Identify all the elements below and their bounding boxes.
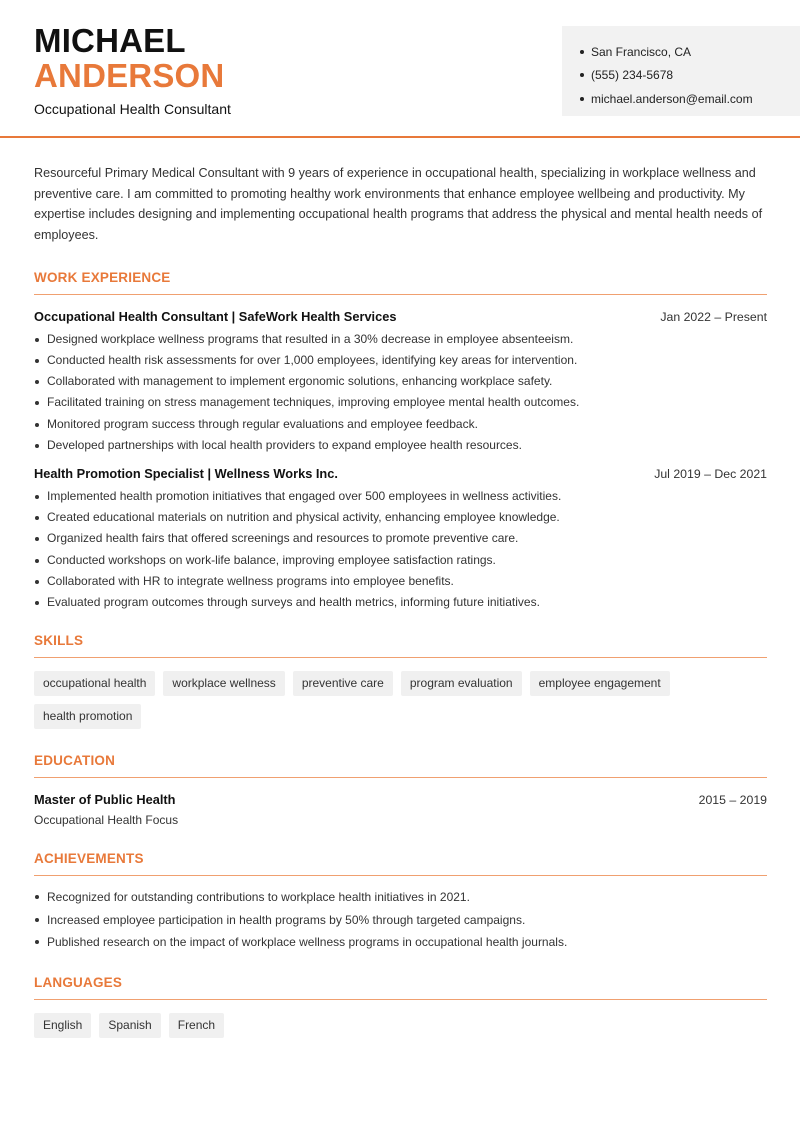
languages-section (34, 975, 767, 1038)
language-chip: English (34, 1013, 91, 1038)
skill-chip: employee engagement (530, 671, 670, 696)
list-item: Implemented health promotion initiatives that engaged over 500 employees in wellness activities. (34, 486, 767, 507)
list-item: Conducted health risk assessments for over 1,000 employees, identifying key areas for intervention. (34, 350, 767, 371)
contact-box (562, 26, 800, 116)
education-section (34, 753, 767, 827)
list-item: Recognized for outstanding contributions to workplace health initiatives in 2021. (34, 886, 767, 909)
section-title-achievements: ACHIEVEMENTS (34, 851, 767, 876)
section-title-languages: LANGUAGES (34, 975, 767, 1000)
language-chips (34, 1013, 767, 1038)
job-header (34, 466, 767, 481)
last-name: ANDERSON (34, 57, 225, 94)
email-link[interactable]: michael.anderson@email.com (591, 91, 753, 106)
list-item: Published research on the impact of workplace wellness programs in occupational health journals. (34, 931, 767, 954)
skill-chip: health promotion (34, 704, 141, 729)
degree-focus: Occupational Health Focus (34, 813, 179, 828)
list-item: Facilitated training on stress management techniques, improving employee mental health outcomes. (34, 392, 767, 413)
skill-chip: preventive care (293, 671, 393, 696)
skill-chip: program evaluation (401, 671, 522, 696)
skills-section (34, 633, 767, 729)
job-entry (34, 466, 767, 613)
list-item: Conducted workshops on work-life balance, improving employee satisfaction ratings. (34, 550, 767, 571)
degree-name: Master of Public Health (34, 792, 176, 808)
job-title: Occupational Health Consultant (34, 101, 231, 117)
job-bullets (34, 486, 767, 613)
name-block (34, 24, 231, 117)
job-dates: Jan 2022 – Present (660, 309, 767, 324)
section-title-education: EDUCATION (34, 753, 767, 778)
job-header (34, 309, 767, 324)
job-role: Health Promotion Specialist | Wellness Works Inc. (34, 465, 338, 481)
list-item: Collaborated with HR to integrate wellness programs into employee benefits. (34, 571, 767, 592)
list-item: Designed workplace wellness programs that resulted in a 30% decrease in employee absenteeism. (34, 329, 767, 350)
language-chip: Spanish (99, 1013, 160, 1038)
section-title-experience: WORK EXPERIENCE (34, 270, 767, 295)
bullet-dot-icon (580, 97, 584, 101)
skills-chips (34, 671, 767, 729)
first-name: MICHAEL (34, 22, 186, 59)
job-entry (34, 309, 767, 456)
job-role: Occupational Health Consultant | SafeWork Health Services (34, 308, 397, 324)
list-item: Developed partnerships with local health providers to expand employee health resources. (34, 435, 767, 456)
list-item: Evaluated program outcomes through surveys and health metrics, informing future initiatives. (34, 592, 767, 613)
education-dates: 2015 – 2019 (698, 793, 767, 808)
list-item: Organized health fairs that offered screenings and resources to promote preventive care. (34, 528, 767, 549)
bullet-dot-icon (580, 50, 584, 54)
summary-paragraph: Resourceful Primary Medical Consultant with 9 years of experience in occupational health, specializing in workplace wellness and preventive care. I am committed to promoting healthy work environments that enhance employee wellbeing and productivity. My expertise includes designing and implementing occupational health programs that address the physical and mental health needs of employees. (34, 166, 763, 243)
language-chip: French (169, 1013, 224, 1038)
list-item: Created educational materials on nutrition and physical activity, enhancing employee knowledge. (34, 507, 767, 528)
job-bullets (34, 329, 767, 456)
phone-text: (555) 234-5678 (591, 68, 674, 83)
skill-chip: workplace wellness (163, 671, 284, 696)
list-item: Monitored program success through regular evaluations and employee feedback. (34, 414, 767, 435)
achievements-section (34, 851, 767, 954)
contact-phone (580, 64, 800, 88)
bullet-dot-icon (580, 73, 584, 77)
achievements-list (34, 886, 767, 954)
contact-email[interactable] (580, 87, 800, 111)
resume-header (0, 0, 800, 138)
education-entry (34, 792, 767, 827)
work-experience-section (34, 270, 767, 613)
skill-chip: occupational health (34, 671, 155, 696)
section-title-skills: SKILLS (34, 633, 767, 658)
job-dates: Jul 2019 – Dec 2021 (654, 466, 767, 481)
contact-location (580, 40, 800, 64)
education-header (34, 792, 767, 807)
list-item: Increased employee participation in health programs by 50% through targeted campaigns. (34, 909, 767, 932)
resume-body (34, 163, 767, 1038)
list-item: Collaborated with management to implement ergonomic solutions, enhancing workplace safety. (34, 371, 767, 392)
location-text: San Francisco, CA (591, 44, 692, 59)
